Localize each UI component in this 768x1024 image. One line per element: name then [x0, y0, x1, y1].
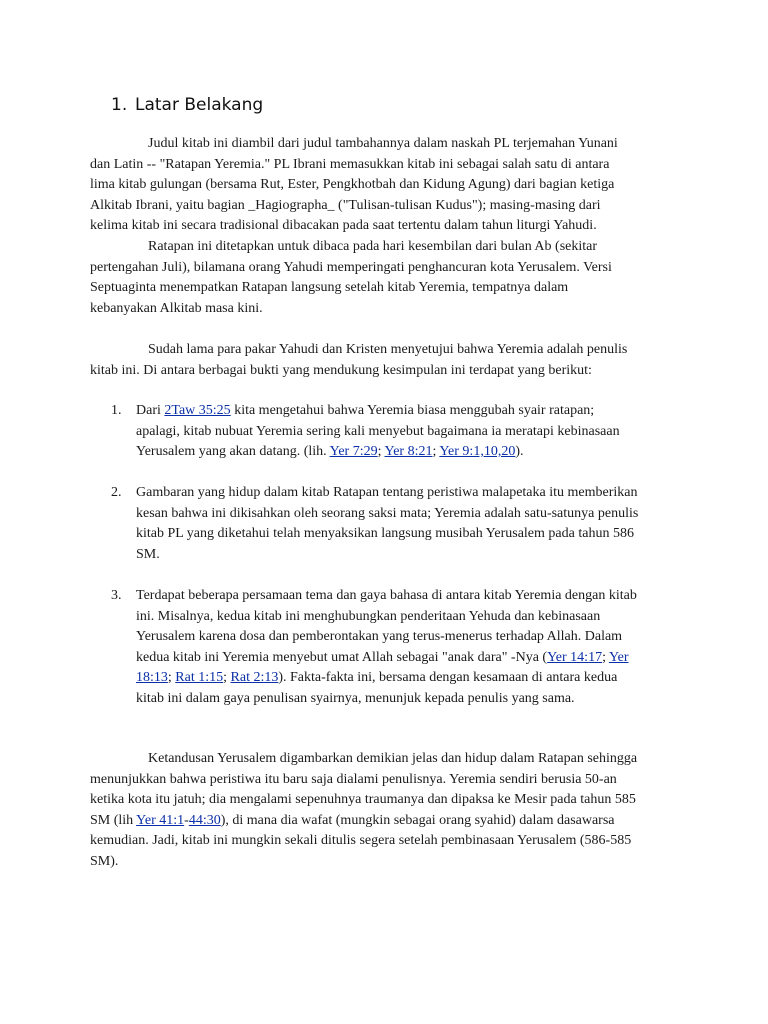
- heading-number: 1.: [111, 95, 128, 115]
- section-heading: [111, 93, 263, 117]
- scripture-link[interactable]: Yer: [608, 649, 629, 665]
- text-line: SM.: [136, 546, 160, 562]
- text-span: Yerusalem yang akan datang. (lih.: [136, 444, 330, 460]
- scripture-link[interactable]: Yer 41:1: [136, 812, 185, 828]
- separator: ;: [223, 670, 231, 686]
- text-line: kitab ini dalam gaya penulisan syairnya, menunjuk kepada penulis yang sama.: [136, 690, 575, 706]
- authorship-paragraph: [90, 340, 680, 381]
- separator: ;: [167, 670, 176, 686]
- text-span: SM (lih: [90, 812, 137, 828]
- heading-title: Latar Belakang: [135, 95, 264, 115]
- text-line: Yerusalem karena dosa dan pemberontakan yang terus-menerus terhadap Allah. Dalam: [136, 629, 623, 645]
- text-line: kitab ini. Di antara berbagai bukti yang mendukung kesimpulan ini terdapat yang berikut:: [90, 362, 592, 378]
- text-line: kesan bahwa ini dikisahkan oleh seorang saksi mata; Yeremia adalah satu-satunya penulis: [136, 505, 639, 521]
- festival-paragraph: [90, 237, 680, 319]
- scripture-link[interactable]: Yer 7:29: [329, 444, 378, 460]
- scripture-link[interactable]: Rat 2:13: [230, 670, 279, 686]
- text-line: pertengahan Juli), bilamana orang Yahudi memperingati penghancuran kota Yerusalem. Versi: [90, 259, 612, 275]
- scripture-link[interactable]: Rat 1:15: [175, 670, 224, 686]
- scripture-link[interactable]: Yer 8:21: [384, 444, 433, 460]
- scripture-link[interactable]: Yer 14:17: [547, 649, 603, 665]
- scripture-link[interactable]: 2Taw 35:25: [164, 403, 231, 418]
- text-line: Alkitab Ibrani, yaitu bagian _Hagiographa_ ("Tulisan-tulisan Kudus"); masing-masing dari: [90, 197, 601, 213]
- scripture-link[interactable]: 18:13: [136, 670, 168, 686]
- list-marker: 3.: [111, 588, 122, 603]
- text-span: ). Fakta-fakta ini, bersama dengan kesamaan di antara kedua: [278, 670, 618, 686]
- list-marker: 1.: [111, 403, 122, 418]
- text-span: ).: [515, 444, 524, 460]
- dating-paragraph: [90, 749, 680, 873]
- text-line: dan Latin -- "Ratapan Yeremia." PL Ibrani memasukkan kitab ini sebagai salah satu di antara: [90, 156, 610, 172]
- text-line: Gambaran yang hidup dalam kitab Ratapan tentang peristiwa malapetaka itu memberikan: [136, 485, 638, 500]
- text-line: Sudah lama para pakar Yahudi dan Kristen menyetujui bahwa Yeremia adalah penulis: [148, 342, 628, 357]
- text-line: SM).: [90, 853, 119, 869]
- list-marker: 2.: [111, 485, 122, 500]
- intro-paragraph: [90, 134, 680, 237]
- text-span: ), di mana dia wafat (mungkin sebagai orang syahid) dalam dasawarsa: [220, 812, 615, 828]
- text-span: Dari: [136, 403, 165, 418]
- text-line: lima kitab gulungan (bersama Rut, Ester, Pengkhotbah dan Kidung Agung) dari bagian ketiga: [90, 177, 615, 193]
- separator: ;: [602, 649, 609, 665]
- text-line: apalagi, kitab nubuat Yeremia sering kali menyebut bagaimana ia meratapi kebinasaan: [136, 423, 620, 439]
- text-span: kita mengetahui bahwa Yeremia biasa menggubah syair ratapan;: [230, 403, 595, 418]
- text-line: Terdapat beberapa persamaan tema dan gaya bahasa di antara kitab Yeremia dengan kitab: [136, 588, 637, 603]
- text-span: kedua kitab ini Yeremia menyebut umat Allah sebagai "anak dara" -Nya (: [136, 649, 548, 665]
- scripture-link[interactable]: Yer 9:1,10,20: [439, 444, 516, 460]
- separator: -: [184, 812, 189, 828]
- text-line: menunjukkan bahwa peristiwa itu baru saja dialami penulisnya. Yeremia sendiri berusia 50-an: [90, 771, 617, 787]
- text-line: Septuaginta menempatkan Ratapan langsung setelah kitab Yeremia, tempatnya dalam: [90, 280, 569, 296]
- text-line: ketika kota itu jatuh; dia mengalami sepenuhnya traumanya dan dipaksa ke Mesir pada tahun 585: [90, 792, 636, 808]
- text-line: kemudian. Jadi, kitab ini mungkin sekali ditulis segera setelah pembinasaan Yerusalem (586-585: [90, 833, 632, 849]
- text-line: Ratapan ini ditetapkan untuk dibaca pada hari kesembilan dari bulan Ab (sekitar: [148, 239, 598, 254]
- separator: ;: [377, 444, 385, 460]
- text-line: ini. Misalnya, kedua kitab ini menghubungkan penderitaan Yehuda dan kebinasaan: [136, 608, 601, 624]
- text-line: Ketandusan Yerusalem digambarkan demikian jelas dan hidup dalam Ratapan sehingga: [148, 751, 638, 766]
- text-line: Judul kitab ini diambil dari judul tambahannya dalam naskah PL terjemahan Yunani: [148, 136, 618, 151]
- scripture-link[interactable]: 44:30: [188, 812, 221, 828]
- text-line: kitab PL yang diketahui telah menyaksikan langsung musibah Yerusalem pada tahun 586: [136, 526, 634, 542]
- separator: ;: [432, 444, 440, 460]
- text-line: kebanyakan Alkitab masa kini.: [90, 300, 263, 316]
- text-line: kelima kitab ini secara tradisional dibacakan pada saat tertentu dalam tahun liturgi Yahudi.: [90, 218, 597, 234]
